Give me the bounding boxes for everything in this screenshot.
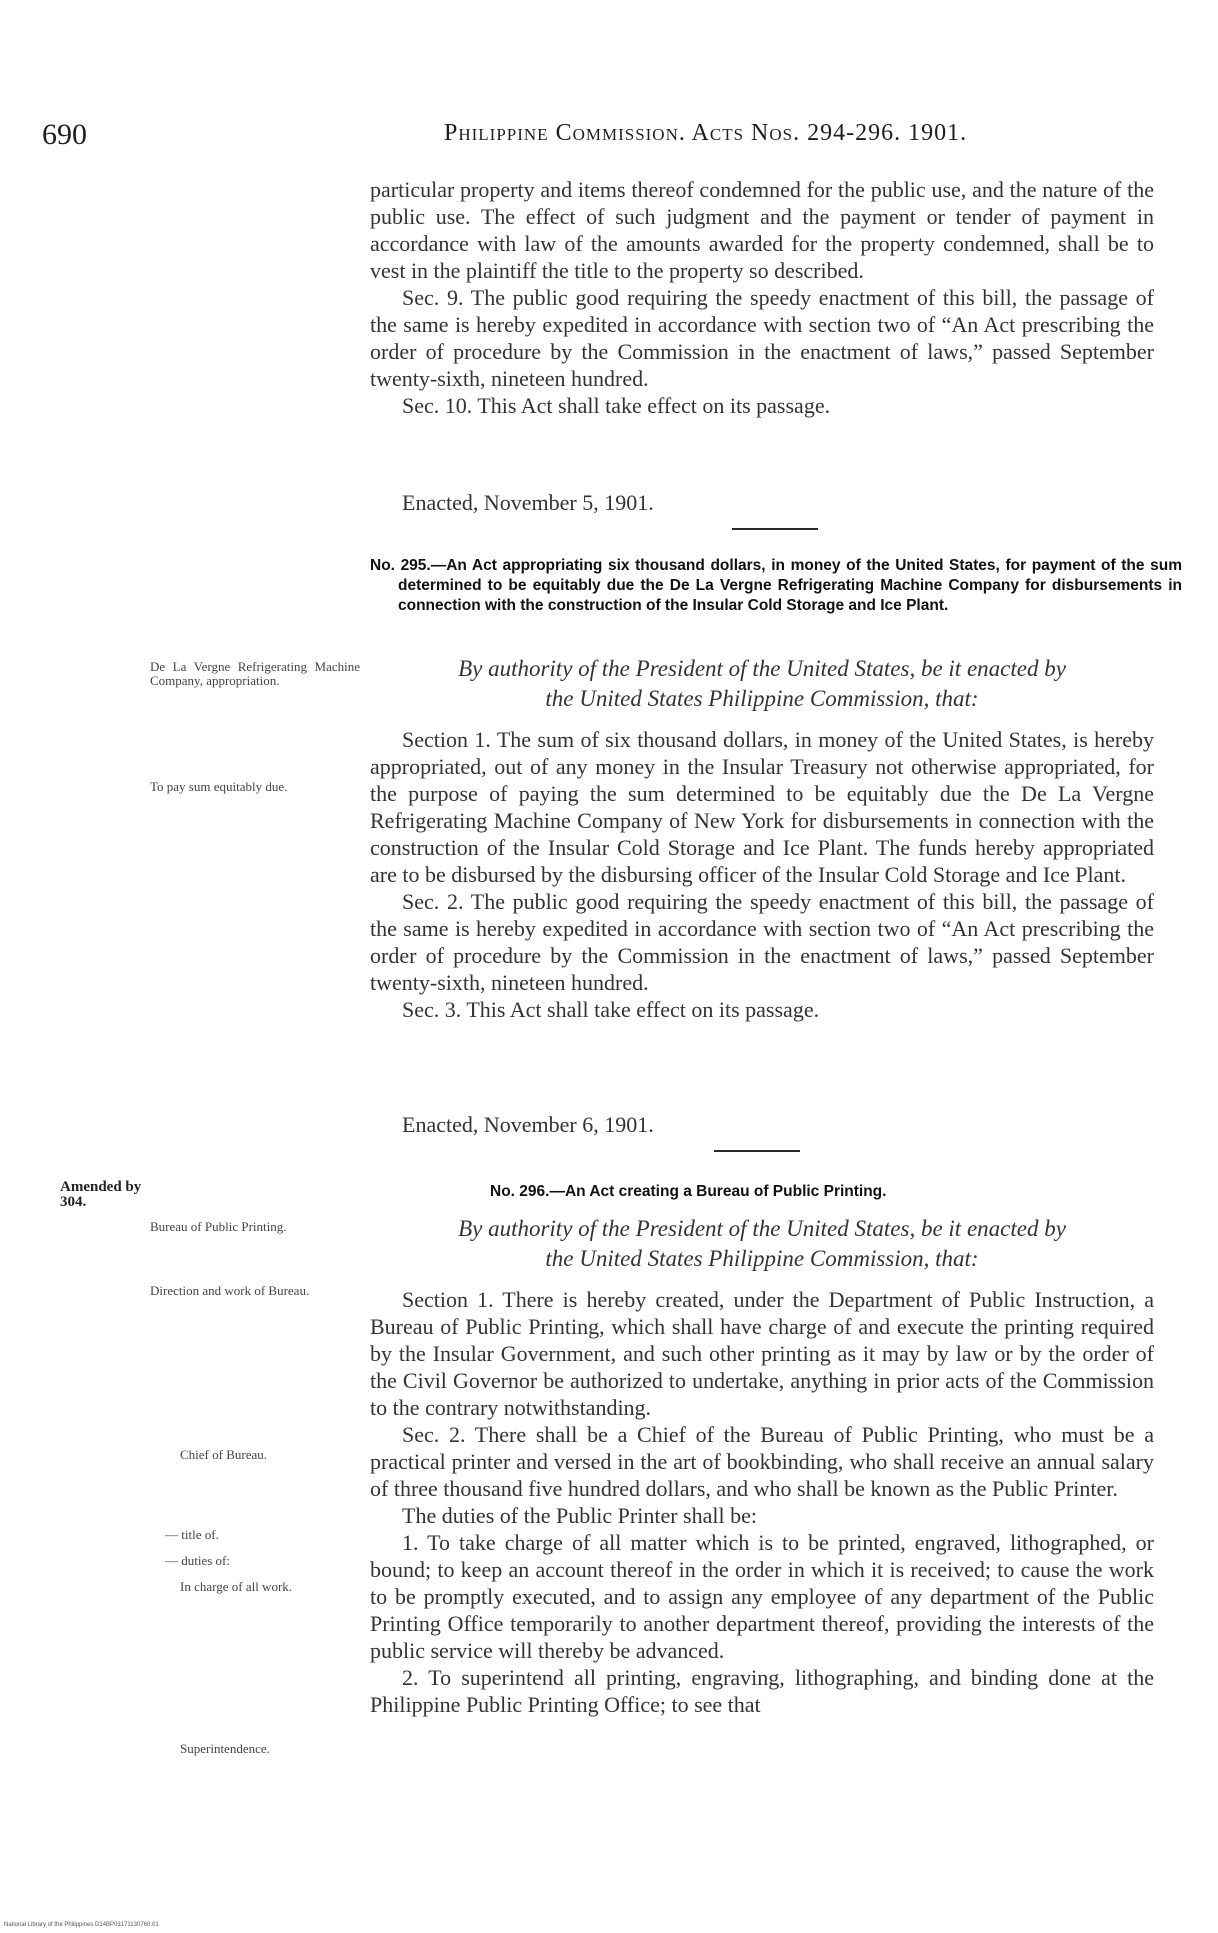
paragraph-duty-2: 2. To superintend all printing, engraving, lithographing, and binding done at the Philippine Public Printing Office; to see that [370, 1665, 1154, 1717]
running-title: Philippine Commission. Acts Nos. 294-296. 1901. [444, 120, 968, 146]
enacting-clause [370, 654, 1154, 714]
margin-note: To pay sum equitably due. [150, 779, 288, 794]
enacted-date: Enacted, November 5, 1901. [402, 490, 654, 515]
margin-note: Chief of Bureau. [180, 1447, 268, 1462]
paragraph-section-2: Sec. 2. There shall be a Chief of the Bureau of Public Printing, who must be a practical printer and versed in the art of bookbinding, who shall receive an annual salary of three thousand five hundred dollars, and who shall be known as the Public Printer. [370, 1422, 1154, 1501]
paragraph-section-1: Section 1. The sum of six thousand dollars, in money of the United States, is hereby appropriated, out of any money in the Insular Treasury not otherwise appropriated, for the purpose of paying the sum determined to be equitably due the De La Vergne Refrigerating Machine Company of New York for disbursements in connection with the construction of the Insular Cold Storage and Ice Plant. The funds hereby appropriated are to be disbursed by the disbursing officer of the Insular Cold Storage and Ice Plant. [370, 727, 1154, 887]
paragraph-section-10: Sec. 10. This Act shall take effect on its passage. [402, 393, 831, 418]
margin-note: Bureau of Public Printing. [150, 1219, 287, 1234]
section-divider [714, 1150, 800, 1152]
enacted-date: Enacted, November 6, 1901. [402, 1112, 654, 1137]
margin-note: Direction and work of Bureau. [150, 1283, 310, 1298]
paragraph-section-3: Sec. 3. This Act shall take effect on its passage. [402, 997, 820, 1022]
amendment-note: Amended by 304. [60, 1179, 142, 1210]
act-295-heading: No. 295.—An Act appropriating six thousand dollars, in money of the United States, for payment of the sum determined to be equitably due the De La Vergne Refrigerating Machine Company for disbursements in connection with the construction of the Insular Cold Storage and Ice Plant. [370, 557, 1182, 614]
margin-note: — duties of: [165, 1553, 230, 1568]
paragraph-section-1: Section 1. There is hereby created, under the Department of Public Instruction, a Bureau of Public Printing, which shall have charge of and execute the printing required by the Insular Government, and such other printing as it may by law or by the order of the Civil Governor be authorized to undertake, anything in prior acts of the Commission to the contrary notwithstanding. [370, 1287, 1154, 1420]
act-296-body [370, 1286, 1154, 1718]
act-295-body [370, 726, 1154, 1023]
paragraph: The duties of the Public Printer shall be: [402, 1503, 757, 1528]
margin-note: Superintendence. [180, 1741, 270, 1756]
paragraph: particular property and items thereof condemned for the public use, and the nature of the public use. The effect of such judgment and the payment or tender of payment in accordance with law of the amounts awarded for the property condemned, shall be to vest in the plaintiff the title to the property so described. [370, 177, 1154, 283]
paragraph-section-9: Sec. 9. The public good requiring the speedy enactment of this bill, the passage of the same is hereby expedited in accordance with section two of “An Act prescribing the order of procedure by the Commission in the enactment of laws,” passed September twenty-sixth, nineteen hundred. [370, 285, 1154, 391]
enacting-clause-line: By authority of the President of the United States, be it enacted by [458, 656, 1066, 681]
margin-note: — title of. [165, 1527, 219, 1542]
act-296-heading: No. 296.—An Act creating a Bureau of Public Printing. [490, 1183, 887, 1200]
act-294-ending [370, 176, 1154, 419]
paragraph-duty-1: 1. To take charge of all matter which is to be printed, engraved, lithographed, or bound; to keep an account thereof in the order in which it is received; to cause the work to be promptly executed, and to assign any employee of any department of the Public Printing Office temporarily to another department thereof, providing the interests of the public service will thereby be advanced. [370, 1530, 1154, 1663]
margin-note: De La Vergne Refrigerating Machine Company, appropriation. [150, 659, 360, 688]
scan-footer: National Library of the Philippines D14BP03171130760.01 [4, 1922, 159, 1928]
enacting-clause-line: By authority of the President of the United States, be it enacted by [458, 1216, 1066, 1241]
page-number: 690 [42, 118, 87, 151]
margin-note: In charge of all work. [180, 1579, 293, 1594]
section-divider [732, 528, 818, 530]
enacting-clause-line: the United States Philippine Commission, that: [545, 1246, 979, 1271]
paragraph-section-2: Sec. 2. The public good requiring the speedy enactment of this bill, the passage of the same is hereby expedited in accordance with section two of “An Act prescribing the order of procedure by the Commission in the enactment of laws,” passed September twenty-sixth, nineteen hundred. [370, 889, 1154, 995]
enacting-clause [370, 1214, 1154, 1274]
enacting-clause-line: the United States Philippine Commission, that: [545, 686, 979, 711]
